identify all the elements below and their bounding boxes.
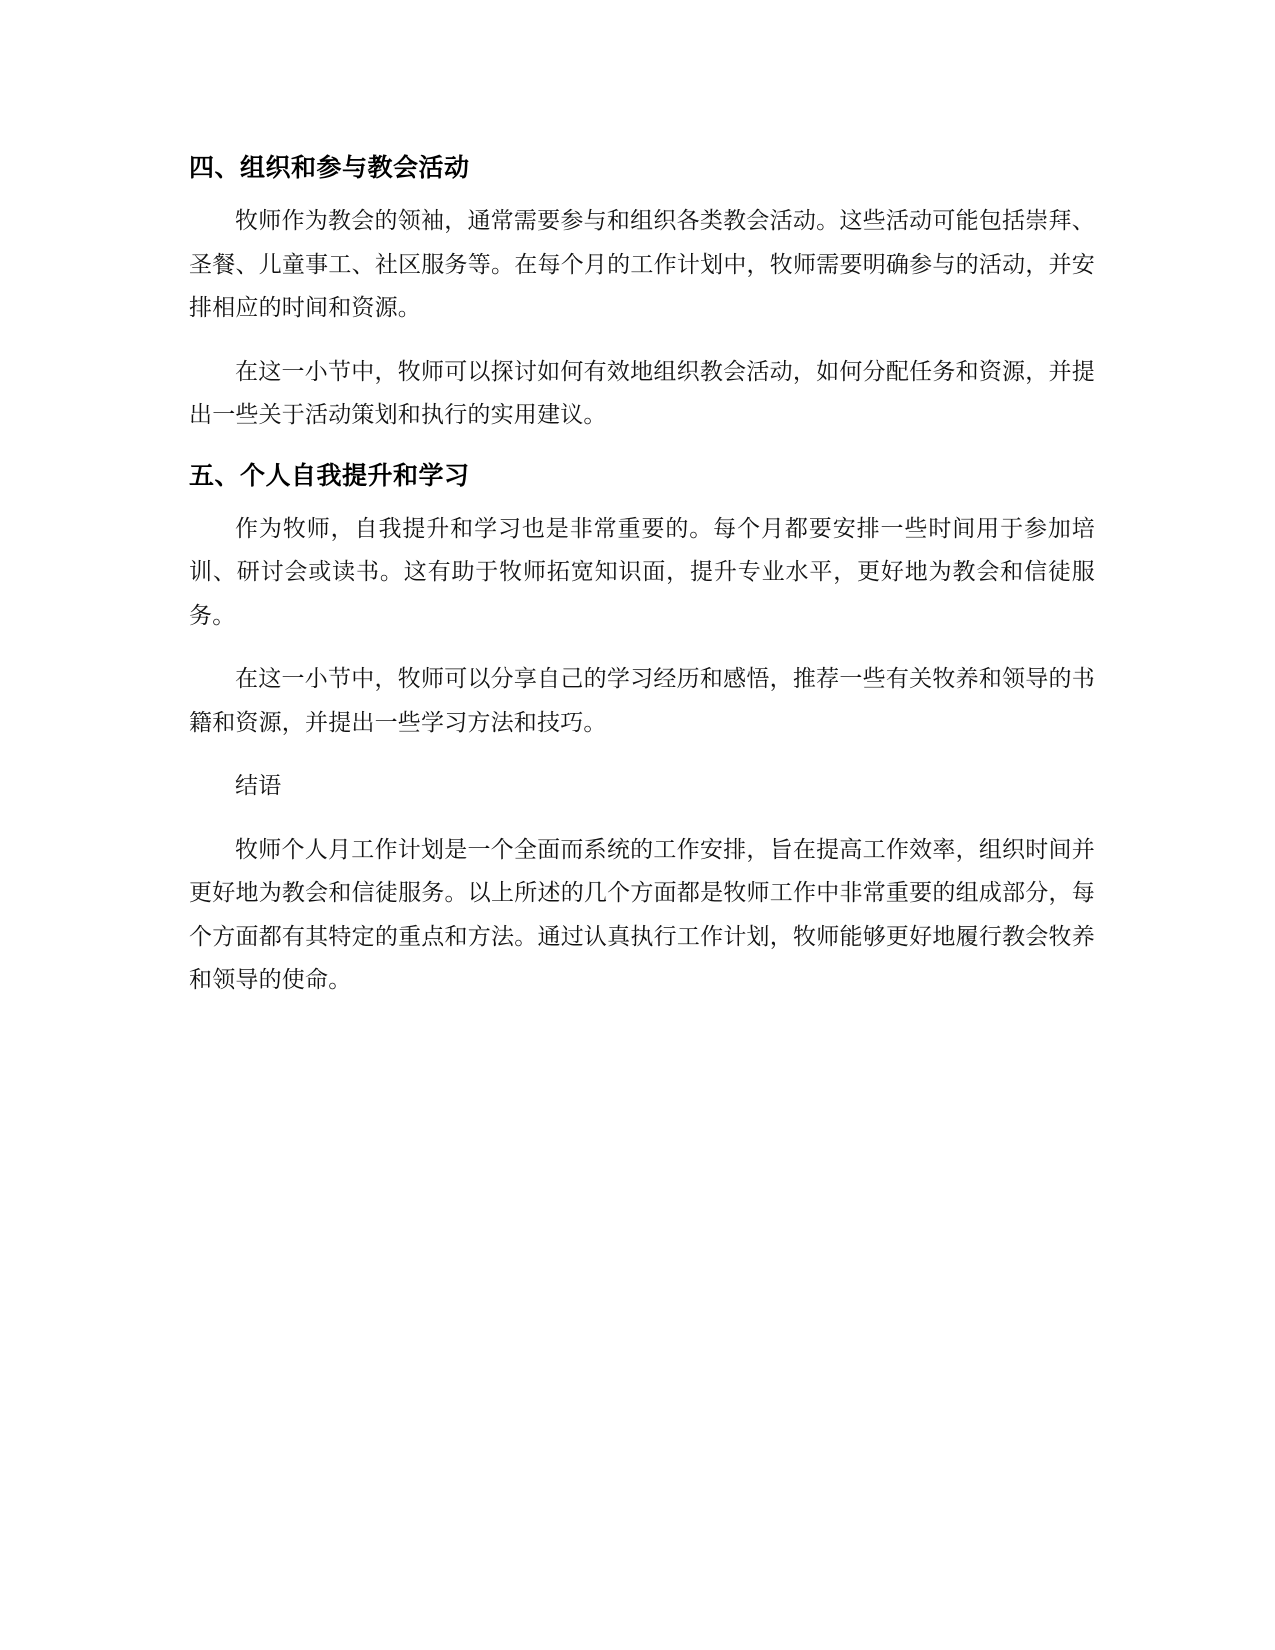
section-4-paragraph-1: 牧师作为教会的领袖，通常需要参与和组织各类教会活动。这些活动可能包括崇拜、圣餐、儿童事工、社区服务等。在每个月的工作计划中，牧师需要明确参与的活动，并安排相应的时间和资源。 bbox=[189, 208, 1095, 321]
document-body bbox=[189, 148, 1095, 1003]
section-heading-4: 四、组织和参与教会活动 bbox=[189, 153, 470, 182]
section-5-paragraph-2: 在这一小节中，牧师可以分享自己的学习经历和感悟，推荐一些有关牧养和领导的书籍和资源，并提出一些学习方法和技巧。 bbox=[189, 666, 1095, 736]
section-heading-5: 五、个人自我提升和学习 bbox=[189, 460, 470, 490]
section-4-paragraph-2: 在这一小节中，牧师可以探讨如何有效地组织教会活动，如何分配任务和资源，并提出一些关于活动策划和执行的实用建议。 bbox=[189, 358, 1095, 428]
conclusion-paragraph: 牧师个人月工作计划是一个全面而系统的工作安排，旨在提高工作效率，组织时间并更好地为教会和信徒服务。以上所述的几个方面都是牧师工作中非常重要的组成部分，每个方面都有其特定的重点和方法。通过认真执行工作计划，牧师能够更好地履行教会牧养和领导的使命。 bbox=[189, 836, 1095, 993]
conclusion-label: 结语 bbox=[235, 773, 282, 799]
section-5-paragraph-1: 作为牧师，自我提升和学习也是非常重要的。每个月都要安排一些时间用于参加培训、研讨会或读书。这有助于牧师拓宽知识面，提升专业水平，更好地为教会和信徒服务。 bbox=[189, 515, 1095, 629]
